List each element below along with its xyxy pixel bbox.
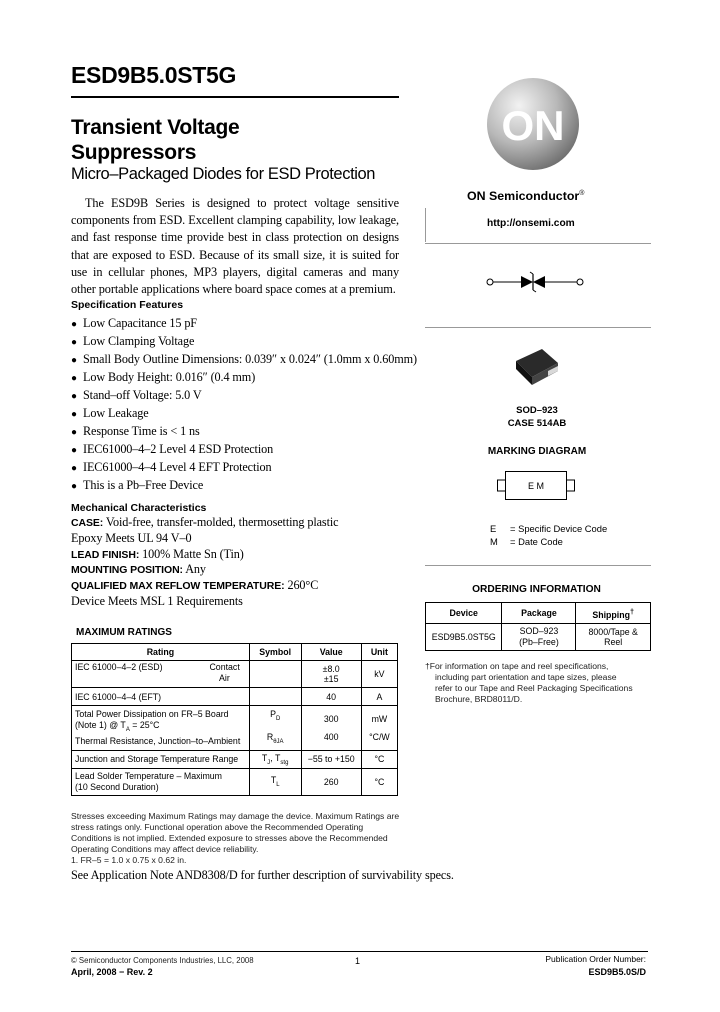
list-item: ● This is a Pb–Free Device bbox=[71, 478, 204, 492]
part-number: ESD9B5.0ST5G bbox=[71, 62, 237, 88]
list-item: ● Stand–off Voltage: 5.0 V bbox=[71, 388, 202, 402]
divider-vertical bbox=[425, 208, 426, 242]
page-title bbox=[71, 115, 239, 165]
tvs-diode-symbol-icon bbox=[485, 270, 585, 294]
package-name: SOD–923 CASE 514AB bbox=[507, 405, 567, 429]
list-item: ● Low Clamping Voltage bbox=[71, 334, 195, 348]
max-ratings-table bbox=[71, 643, 398, 796]
spec-features-list bbox=[71, 314, 431, 494]
intro-paragraph bbox=[71, 195, 399, 298]
table-row: IEC 61000–4–2 (ESD) Contact Air ±8.0 ±15 kV bbox=[72, 661, 398, 688]
table-row: Junction and Storage Temperature Range $T_J$, $T_{stg}$ −55 to +150 °C bbox=[72, 750, 398, 768]
website-link[interactable]: http://onsemi.com bbox=[487, 218, 575, 229]
sod923-package-icon bbox=[512, 345, 562, 389]
list-item: ● Low Capacitance 15 pF bbox=[71, 316, 197, 330]
divider bbox=[425, 565, 651, 566]
footer-date: April, 2008 − Rev. 2 bbox=[71, 967, 153, 977]
list-item: ● Low Leakage bbox=[71, 406, 149, 420]
table-row: Total Power Dissipation on FR–5 Board (Note 1) @ $T_A = 25^\circ C$ Thermal Resistance, Junction–to–Ambient $P_D$ $R_{\theta JA}$ 300 400 mW °C/W bbox=[72, 706, 398, 751]
table-header-row bbox=[72, 644, 398, 661]
marking-diagram bbox=[497, 471, 575, 500]
table-row: IEC 61000–4–4 (EFT) 40 A bbox=[72, 688, 398, 706]
application-note-reference: See Application Note AND8308/D for further description of survivability specs. bbox=[71, 868, 454, 882]
ordering-table bbox=[425, 602, 651, 651]
brand-name: ON Semiconductor® bbox=[467, 189, 585, 203]
list-item: ● Response Time is < 1 ns bbox=[71, 424, 200, 438]
marking-diagram-heading: MARKING DIAGRAM bbox=[487, 446, 587, 457]
mech-epoxy: Epoxy Meets UL 94 V–0 bbox=[71, 530, 192, 545]
mech-msl: Device Meets MSL 1 Requirements bbox=[71, 593, 243, 608]
logo-text: ON bbox=[501, 102, 565, 149]
table-row: Lead Solder Temperature – Maximum (10 Second Duration) $T_L$ 260 °C bbox=[72, 768, 398, 795]
stress-note: Stresses exceeding Maximum Ratings may damage the device. Maximum Ratings are stress ratings only. Functional operation above the Recommended Operating Conditions is not implied. Extended exposure to stresses above the Recommended Operating Conditions may affect device reliability. bbox=[71, 811, 400, 854]
note-1: 1. FR–5 = 1.0 x 0.75 x 0.62 in. bbox=[71, 855, 187, 865]
footer-publication-label: Publication Order Number: bbox=[545, 954, 646, 964]
intro-text: The ESD9B Series is designed to protect voltage sensitive components from ESD. Excellent clamping capability, low leakage, and fast response time provide best in class protection on designs that are exposed to ESD. Because of its small size, it is suited for use in cellular phones, MP3 players, digital cameras and many other portable applications where board space comes at a premium. bbox=[71, 196, 399, 297]
title-line-2: Suppressors bbox=[71, 141, 197, 164]
table-row: ESD9B5.0ST5G SOD–923 (Pb–Free) 8000/Tape & Reel bbox=[426, 624, 651, 651]
col-rating: Rating bbox=[72, 644, 250, 661]
mech-mount: MOUNTING POSITION: Any bbox=[71, 562, 206, 577]
mechanical-list bbox=[71, 515, 431, 610]
title-line-1: Transient Voltage bbox=[71, 116, 240, 139]
max-ratings-heading: MAXIMUM RATINGS bbox=[76, 627, 172, 638]
ratings-notes bbox=[71, 811, 401, 866]
header-rule bbox=[71, 96, 399, 98]
list-item: ● IEC61000–4–4 Level 4 EFT Protection bbox=[71, 460, 272, 474]
footer-page-number: 1 bbox=[355, 956, 361, 966]
marking-legend: E = Specific Device Code M = Date Code bbox=[490, 523, 608, 548]
footer-copyright: © Semiconductor Components Industries, LLC, 2008 bbox=[71, 956, 254, 965]
divider bbox=[425, 327, 651, 328]
marking-code: E M bbox=[527, 481, 545, 491]
list-item: ● Small Body Outline Dimensions: 0.039″ x 0.024″ (1.0mm x 0.60mm) bbox=[71, 352, 417, 366]
col-unit: Unit bbox=[361, 644, 397, 661]
on-semi-logo bbox=[486, 77, 580, 171]
table-header-row: Device Package Shipping† bbox=[426, 603, 651, 624]
list-item: ● IEC61000–4–2 Level 4 ESD Protection bbox=[71, 442, 274, 456]
mech-lead: LEAD FINISH: 100% Matte Sn (Tin) bbox=[71, 546, 244, 561]
col-value: Value bbox=[301, 644, 361, 661]
ordering-heading: ORDERING INFORMATION bbox=[472, 584, 601, 595]
spec-features-heading: Specification Features bbox=[71, 299, 184, 311]
ordering-note: †For information on tape and reel specifications, including part orientation and tape sizes, please refer to our Tape and Reel Packaging Specifications Brochure, BRD8011/D. bbox=[425, 661, 633, 704]
list-item: ● Low Body Height: 0.016″ (0.4 mm) bbox=[71, 370, 256, 384]
footer-document-number: ESD9B5.0S/D bbox=[588, 967, 646, 977]
mech-case: CASE: Void-free, transfer-molded, thermosetting plastic bbox=[71, 515, 339, 529]
mechanical-heading: Mechanical Characteristics bbox=[71, 502, 207, 514]
mech-reflow: QUALIFIED MAX REFLOW TEMPERATURE: 260°C bbox=[71, 578, 319, 593]
divider bbox=[425, 243, 651, 244]
footer-rule bbox=[71, 951, 648, 952]
col-symbol: Symbol bbox=[249, 644, 301, 661]
page-subtitle: Micro–Packaged Diodes for ESD Protection bbox=[71, 165, 376, 183]
